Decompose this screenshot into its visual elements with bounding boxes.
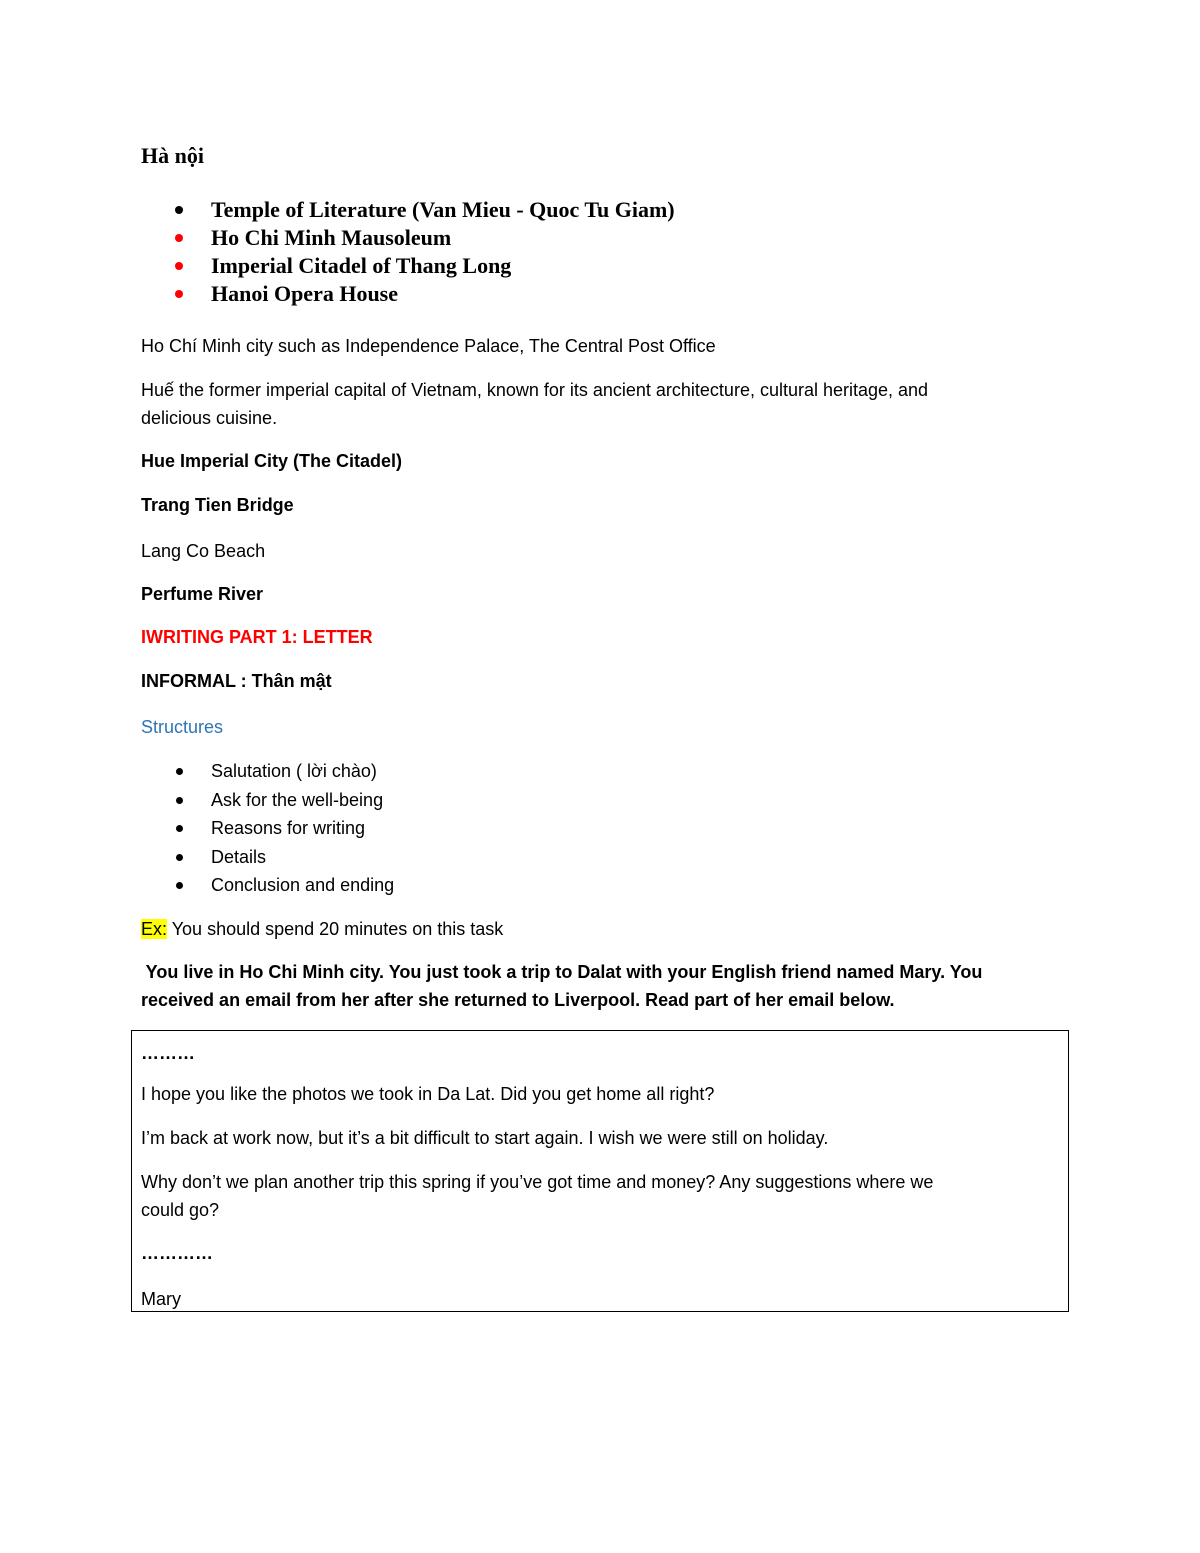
email-line: I hope you like the photos we took in Da Lat. Did you get home all right? [141, 1084, 715, 1104]
list-item [141, 224, 675, 252]
writing-part-title: IWRITING PART 1: LETTER [141, 627, 373, 647]
email-excerpt-box [131, 1030, 1069, 1312]
list-item [141, 814, 394, 843]
list-item [141, 252, 675, 280]
email-signature: Mary [141, 1289, 181, 1309]
list-item [141, 757, 394, 786]
hue-description-line: delicious cuisine. [141, 408, 278, 428]
list-item [141, 843, 394, 872]
task-prompt-line: received an email from her after she returned to Liverpool. Read part of her email below. [141, 990, 895, 1010]
bullet-icon [176, 825, 183, 832]
hue-imperial-city: Hue Imperial City (The Citadel) [141, 451, 403, 471]
structure-label: Conclusion and ending [211, 875, 395, 896]
bullet-icon [176, 882, 183, 889]
hanoi-heading: Hà nội [141, 143, 204, 168]
hcm-paragraph: Ho Chí Minh city such as Independence Palace, The Central Post Office [141, 336, 716, 356]
list-item [141, 871, 394, 900]
ex-line [141, 915, 1041, 943]
perfume-river: Perfume River [141, 584, 264, 604]
ex-text: You should spend 20 minutes on this task [167, 919, 504, 939]
email-dots-top: ……… [141, 1043, 195, 1063]
place-label: Ho Chi Minh Mausoleum [211, 225, 452, 250]
bullet-icon [176, 854, 183, 861]
structure-label: Details [211, 846, 267, 867]
list-item [141, 280, 675, 308]
trang-tien-bridge: Trang Tien Bridge [141, 495, 294, 515]
email-line: could go? [141, 1200, 220, 1220]
informal-label: INFORMAL : Thân mật [141, 671, 332, 691]
ex-label: Ex: [141, 919, 168, 939]
place-label: Imperial Citadel of Thang Long [211, 253, 512, 278]
structures-label: Structures [141, 717, 224, 737]
place-label: Temple of Literature (Van Mieu - Quoc Tu Giam) [211, 197, 675, 222]
bullet-icon [176, 768, 183, 775]
lang-co-beach: Lang Co Beach [141, 541, 266, 561]
structures-list [141, 757, 394, 900]
bullet-icon [175, 206, 183, 214]
email-line: I’m back at work now, but it’s a bit difficult to start again. I wish we were still on holiday. [141, 1128, 829, 1148]
list-item [141, 786, 394, 815]
hue-description [141, 376, 1041, 432]
list-item [141, 196, 675, 224]
bullet-icon [175, 290, 183, 298]
structure-label: Reasons for writing [211, 818, 366, 839]
email-dots-bottom: ………… [141, 1243, 213, 1263]
bullet-icon [176, 797, 183, 804]
email-line: Why don’t we plan another trip this spring if you’ve got time and money? Any suggestions where we [141, 1172, 934, 1192]
task-prompt-line: You live in Ho Chi Minh city. You just took a trip to Dalat with your English friend named Mary. You [141, 962, 983, 982]
place-label: Hanoi Opera House [211, 281, 399, 306]
structure-label: Ask for the well-being [211, 789, 384, 810]
hue-description-line: Huế the former imperial capital of Vietnam, known for its ancient architecture, cultural heritage, and [141, 380, 929, 400]
bullet-icon [175, 234, 183, 242]
task-prompt [141, 958, 1061, 1014]
structure-label: Salutation ( lời chào) [211, 761, 377, 781]
bullet-icon [175, 262, 183, 270]
hanoi-places-list [141, 196, 675, 308]
